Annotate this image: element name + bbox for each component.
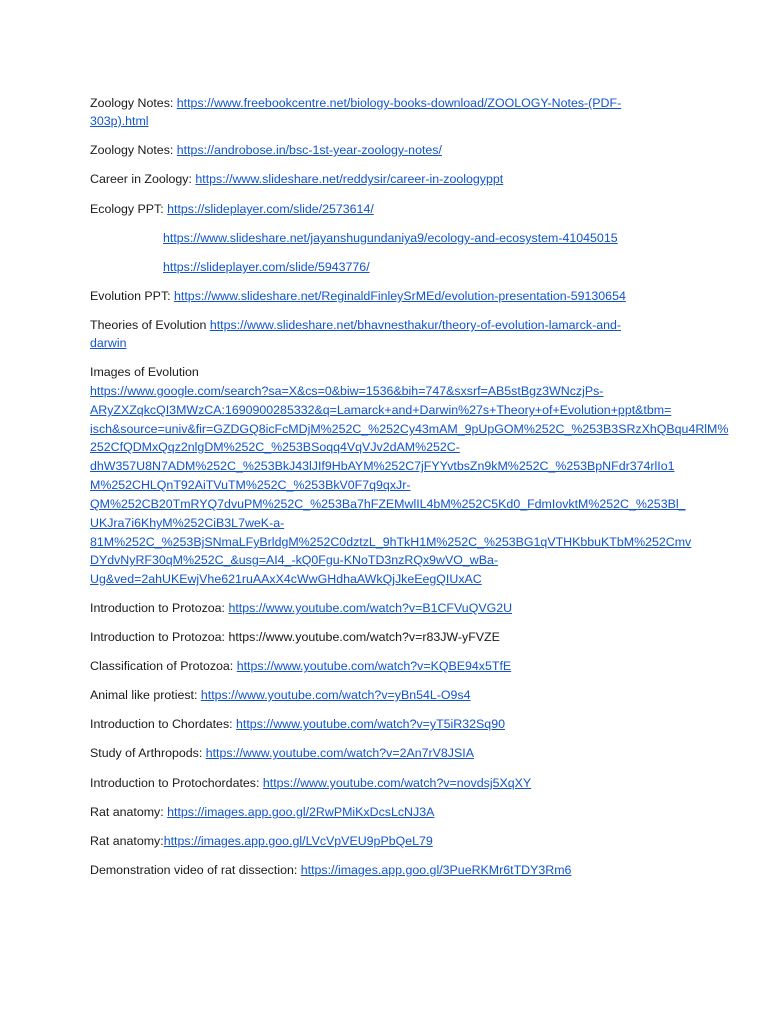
entry-label: Introduction to Protozoa:	[90, 601, 229, 615]
entry-link[interactable]: dhW357U8N7ADM%252C_%253BkJ43lJIf9HbAYM%252C7jFYYvtbsZn9kM%252C_%253BpNFdr374rlIo1	[90, 459, 675, 473]
entry-intro-chordates	[90, 715, 690, 734]
entry-link[interactable]: QM%252CB20TmRYQ7dvuPM%252C_%253Ba7hFZEMwlIL4bM%252C5Kd0_FdmIovktM%252C_%253Bl_	[90, 497, 686, 511]
entry-link[interactable]: 81M%252C_%253BjSNmaLFyBrldgM%252C0dztzL_9hTkH1M%252C_%253BG1qVTHKbbuKTbM%252Cmv	[90, 535, 692, 549]
entry-link-cont[interactable]: darwin	[90, 336, 127, 350]
entry-link[interactable]: https://www.youtube.com/watch?v=B1CFVuQVG2U	[228, 601, 513, 615]
entry-label: Images of Evolution	[90, 365, 199, 379]
entry-ecology-ppt-3	[163, 258, 763, 277]
entry-link[interactable]: https://www.youtube.com/watch?v=yT5iR32Sq90	[236, 717, 505, 731]
images-evolution-url-line	[90, 514, 690, 533]
entry-label: Zoology Notes:	[90, 96, 177, 110]
entry-label: Introduction to Chordates:	[90, 717, 237, 731]
entry-link[interactable]: DYdvNyRF30qM%252C_&usg=AI4_-kQ0Fgu-KNoTD3nzRQx9wVO_wBa-	[90, 553, 499, 567]
entry-label: Introduction to Protochordates:	[90, 776, 263, 790]
entry-zoology-notes-1-cont	[90, 112, 690, 131]
entry-link[interactable]: https://images.app.goo.gl/2RwPMiKxDcsLcNJ3A	[167, 805, 435, 819]
entry-label: Career in Zoology:	[90, 172, 196, 186]
entry-label: Evolution PPT:	[90, 289, 175, 303]
entry-link[interactable]: Ug&ved=2ahUKEwjVhe621ruAAxX4cWwGHdhaAWkQjJkeEegQIUxAC	[90, 572, 482, 586]
entry-ecology-ppt-2	[163, 229, 763, 248]
entry-link[interactable]: https://www.youtube.com/watch?v=yBn54L-O9s4	[200, 688, 471, 702]
entry-label: Theories of Evolution	[90, 318, 210, 332]
entry-images-evolution	[90, 363, 690, 382]
entry-link-cont[interactable]: 303p).html	[90, 114, 149, 128]
entry-label: Study of Arthropods:	[90, 746, 206, 760]
entry-rat-anatomy-2	[90, 832, 690, 851]
entry-link[interactable]: https://www.freebookcentre.net/biology-books-download/ZOOLOGY-Notes-(PDF-	[176, 96, 622, 110]
entry-label: Rat anatomy:	[90, 805, 168, 819]
images-evolution-url-line	[90, 401, 690, 420]
entry-label: Ecology PPT:	[90, 202, 168, 216]
images-evolution-url-line	[90, 551, 690, 570]
entry-evolution-ppt	[90, 287, 690, 306]
entry-theories-evolution	[90, 316, 690, 335]
images-evolution-url-line	[90, 570, 690, 589]
entry-link[interactable]: https://images.app.goo.gl/3PueRKMr6tTDY3Rm6	[300, 863, 572, 877]
entry-link[interactable]: https://androbose.in/bsc-1st-year-zoology-notes/	[176, 143, 442, 157]
images-evolution-url-line	[90, 457, 690, 476]
entry-link[interactable]: isch&source=univ&fir=GZDGQ8icFcMDjM%252C_%252Cy43mAM_9pUpGOM%252C_%253B3SRzXhQBqu4RlM%	[90, 422, 729, 436]
images-evolution-url-line	[90, 438, 690, 457]
entry-plain-url: https://www.youtube.com/watch?v=r83JW-yFVZE	[228, 630, 500, 644]
entry-label: Introduction to Protozoa:	[90, 630, 229, 644]
entry-label: Classification of Protozoa:	[90, 659, 237, 673]
images-evolution-url-line	[90, 382, 690, 401]
entry-animal-like-protiest	[90, 686, 690, 705]
entry-link[interactable]: https://www.slideshare.net/reddysir/career-in-zoologyppt	[195, 172, 504, 186]
entry-label: Demonstration video of rat dissection:	[90, 863, 301, 877]
entry-link[interactable]: https://www.youtube.com/watch?v=KQBE94x5TfE	[236, 659, 512, 673]
entry-career-zoology	[90, 170, 690, 189]
entry-intro-protochordates	[90, 774, 690, 793]
images-evolution-url-line	[90, 476, 690, 495]
entry-link[interactable]: https://www.google.com/search?sa=X&cs=0&biw=1536&bih=747&sxsrf=AB5stBgz3WNczjPs-	[90, 384, 604, 398]
entry-rat-anatomy-1	[90, 803, 690, 822]
entry-link[interactable]: M%252CHLQnT92AiTVuTM%252C_%253BkV0F7q9qxJr-	[90, 478, 411, 492]
entry-intro-protozoa-2	[90, 628, 690, 647]
entry-label: Zoology Notes:	[90, 143, 177, 157]
entry-classification-protozoa	[90, 657, 690, 676]
entry-ecology-ppt	[90, 200, 690, 219]
entry-label: Animal like protiest:	[90, 688, 201, 702]
entry-zoology-notes-2	[90, 141, 690, 160]
entry-link[interactable]: https://www.slideshare.net/ReginaldFinleySrMEd/evolution-presentation-59130654	[174, 289, 626, 303]
entry-label: Rat anatomy:	[90, 834, 164, 848]
entry-link[interactable]: https://images.app.goo.gl/LVcVpVEU9pPbQeL79	[163, 834, 433, 848]
entry-intro-protozoa-1	[90, 599, 690, 618]
entry-rat-dissection-video	[90, 861, 690, 880]
entry-link[interactable]: https://slideplayer.com/slide/2573614/	[167, 202, 374, 216]
entry-study-arthropods	[90, 744, 690, 763]
entry-link[interactable]: UKJra7i6KhyM%252CiB3L7weK-a-	[90, 516, 285, 530]
entry-link[interactable]: https://www.slideshare.net/jayanshugundaniya9/ecology-and-ecosystem-41045015	[163, 231, 618, 245]
entry-link[interactable]: 252CfQDMxQqz2nlgDM%252C_%253BSoqq4VqVJv2dAM%252C-	[90, 440, 460, 454]
entry-link[interactable]: https://slideplayer.com/slide/5943776/	[163, 260, 370, 274]
entry-link[interactable]: https://www.youtube.com/watch?v=novdsj5XqXY	[262, 776, 532, 790]
entry-link[interactable]: https://www.slideshare.net/bhavnesthakur/theory-of-evolution-lamarck-and-	[209, 318, 621, 332]
entry-link[interactable]: https://www.youtube.com/watch?v=2An7rV8JSIA	[205, 746, 474, 760]
entry-zoology-notes-1	[90, 94, 690, 113]
entry-link[interactable]: ARyZXZqkcQI3MWzCA:1690900285332&q=Lamarck+and+Darwin%27s+Theory+of+Evolution+ppt&tbm=	[90, 403, 672, 417]
images-evolution-url-line	[90, 495, 690, 514]
entry-theories-evolution-cont	[90, 334, 690, 353]
images-evolution-url-line	[90, 420, 729, 439]
images-evolution-url-line	[90, 533, 690, 552]
